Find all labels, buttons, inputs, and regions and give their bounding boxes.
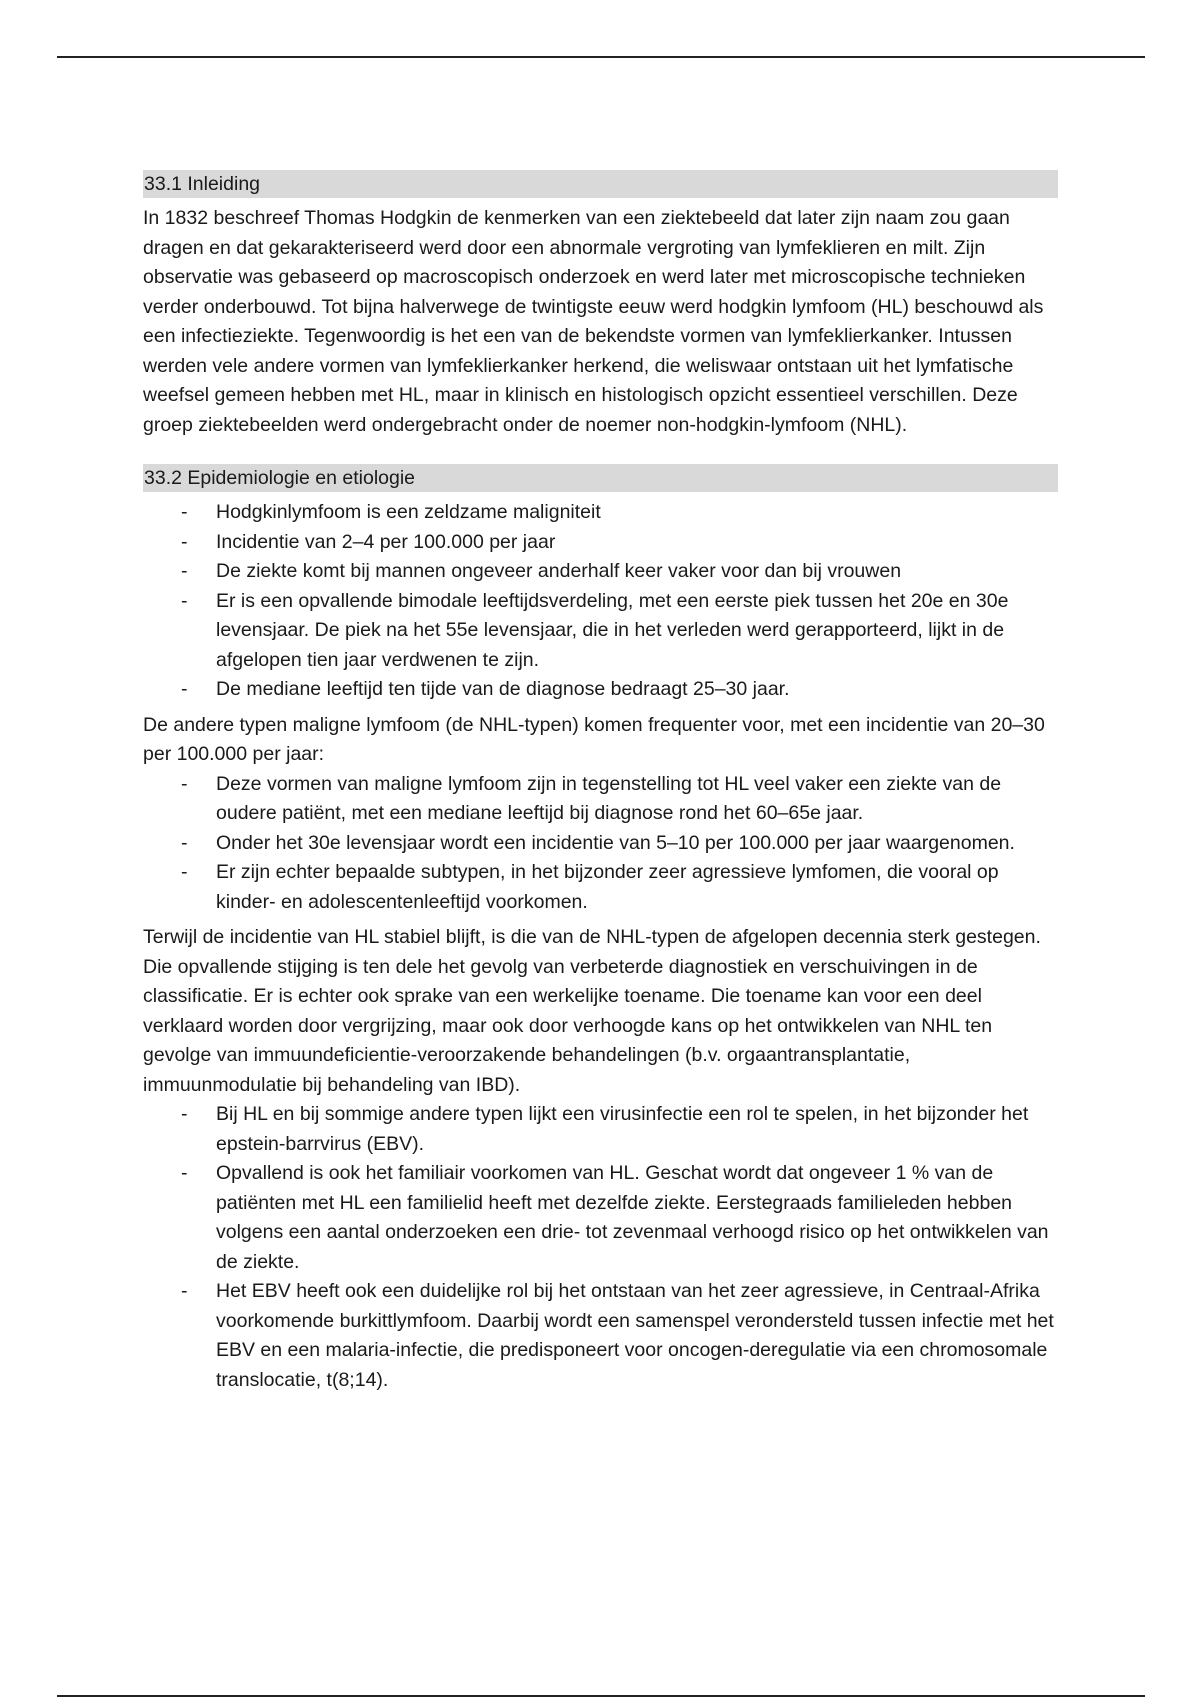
paragraph-incidentie: Terwijl de incidentie van HL stabiel blijft, is die van de NHL-typen de afgelopen decennia sterk gestegen. Die opvallende stijging is ten dele het gevolg van verbeterde diagnostiek en verschuivingen in de classificatie. Er is echter ook sprake van een werkelijke toename. Die toename kan voor een deel verklaard worden door vergrijzing, maar ook door verhoogde kans op het ontwikkelen van NHL ten gevolge van immuundeficientie-veroorzakende behandelingen (b.v. orgaantransplantatie, immuunmodulatie bij behandeling van IBD). — [143, 926, 1041, 1096]
bullet-list-etiologie — [143, 1100, 1058, 1395]
list-item: - Er is een opvallende bimodale leeftijdsverdeling, met een eerste piek tussen het 20e en 30e levensjaar. De piek na het 55e levensjaar, die in het verleden werd gerapporteerd, lijkt in de afgelopen tien jaar verdwenen te zijn. — [143, 587, 1058, 676]
bullet-dash: - — [181, 861, 188, 883]
bullet-list-nhl — [143, 770, 1058, 918]
list-item: - Bij HL en bij sommige andere typen lijkt een virusinfectie een rol te spelen, in het bijzonder het epstein-barrvirus (EBV). — [143, 1100, 1058, 1159]
bullet-dash: - — [181, 530, 188, 553]
bullet-list-hl — [143, 498, 1058, 705]
paragraph-nhl-intro: De andere typen maligne lymfoom (de NHL-typen) komen frequenter voor, met een incidentie van 20–30 per 100.000 per jaar: — [143, 713, 1045, 765]
bullet-dash: - — [181, 1103, 188, 1125]
bullet-dash: - — [181, 831, 188, 854]
document-body — [143, 170, 1058, 1395]
bullet-dash: - — [181, 772, 188, 795]
list-item: - Opvallend is ook het familiair voorkomen van HL. Geschat wordt dat ongeveer 1 % van de patiënten met HL een familielid heeft met dezelfde ziekte. Eerstegraads familieleden hebben volgens een aantal onderzoeken een drie- tot zevenmaal verhoogd risico op het ontwikkelen van de ziekte. — [143, 1159, 1058, 1277]
list-item: - Onder het 30e levensjaar wordt een incidentie van 5–10 per 100.000 per jaar waargenomen. — [143, 829, 1058, 859]
header-rule — [57, 56, 1145, 58]
bullet-dash: - — [181, 1162, 188, 1184]
bullet-dash: - — [181, 1280, 188, 1302]
list-item: - Hodgkinlymfoom is een zeldzame maligniteit — [143, 498, 1058, 528]
list-item: - Deze vormen van maligne lymfoom zijn in tegenstelling tot HL veel vaker een ziekte van de oudere patiënt, met een mediane leeftijd bij diagnose rond het 60–65e jaar. — [143, 770, 1058, 829]
bullet-dash: - — [181, 560, 188, 582]
bullet-dash: - — [181, 678, 188, 700]
footer-rule — [57, 1695, 1145, 1697]
bullet-dash: - — [181, 501, 188, 523]
list-item: - Het EBV heeft ook een duidelijke rol bij het ontstaan van het zeer agressieve, in Centraal-Afrika voorkomende burkittlymfoom. Daarbij wordt een samenspel verondersteld tussen infectie met het EBV en een malaria-infectie, die predisponeert voor oncogen-deregulatie via een chromosomale translocatie, t(8;14). — [143, 1277, 1058, 1395]
list-item: - De ziekte komt bij mannen ongeveer anderhalf keer vaker voor dan bij vrouwen — [143, 557, 1058, 587]
section-heading-epidemiologie: 33.2 Epidemiologie en etiologie — [143, 464, 1058, 492]
paragraph-inleiding: In 1832 beschreef Thomas Hodgkin de kenmerken van een ziektebeeld dat later zijn naam zou gaan dragen en dat gekarakteriseerd werd door een abnormale vergroting van lymfeklieren en milt. Zijn observatie was gebaseerd op macroscopisch onderzoek en werd later met microscopische technieken verder onderbouwd. Tot bijna halverwege de twintigste eeuw werd hodgkin lymfoom (HL) beschouwd als een infectieziekte. Tegenwoordig is het een van de bekendste vormen van lymfeklierkanker. Intussen werden vele andere vormen van lymfeklierkanker herkend, die weliswaar ontstaan uit het lymfatische weefsel gemeen hebben met HL, maar in klinisch en histologisch opzicht essentieel verschillen. Deze groep ziektebeelden werd ondergebracht onder de noemer non-hodgkin-lymfoom (NHL). — [143, 207, 1044, 436]
list-item: - De mediane leeftijd ten tijde van de diagnose bedraagt 25–30 jaar. — [143, 675, 1058, 705]
bullet-dash: - — [181, 589, 188, 612]
list-item: - Er zijn echter bepaalde subtypen, in het bijzonder zeer agressieve lymfomen, die vooral op kinder- en adolescentenleeftijd voorkomen. — [143, 858, 1058, 917]
list-item: - Incidentie van 2–4 per 100.000 per jaar — [143, 528, 1058, 558]
section-heading-inleiding: 33.1 Inleiding — [143, 170, 1058, 198]
